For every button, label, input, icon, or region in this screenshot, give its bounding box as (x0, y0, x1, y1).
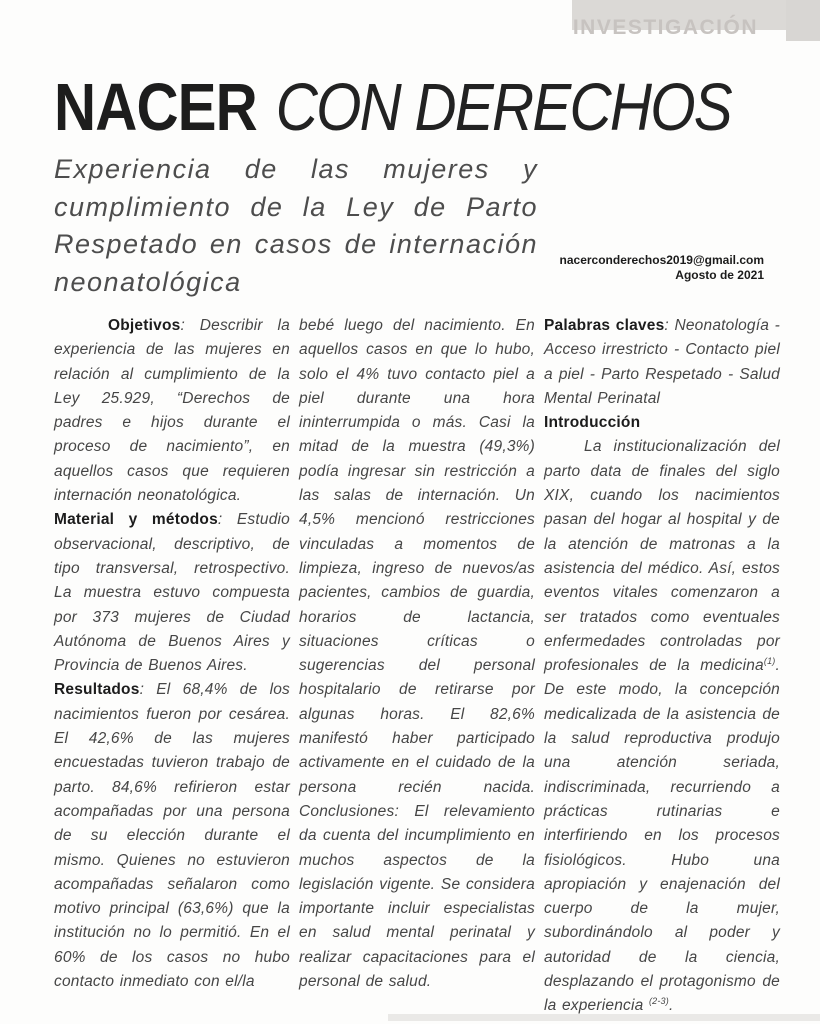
metodos-text: : Estudio observacional, descriptivo, de tipo transversal, retrospectivo. La muestra estuvo compuesta por 373 mujeres de Ciudad Autónoma de Buenos Aires y Provincia de Buenos Aires. (54, 511, 290, 675)
contact-block (560, 253, 764, 283)
article-body (54, 314, 780, 1019)
article-subtitle (54, 151, 538, 301)
intro-text-2: . De este modo, la concepción medicalizada de la asistencia de la salud reproductiva produjo una atención seriada, indiscriminada, recurriendo a prácticas rutinarias e interfiriendo en los procesos fisiológicos. Hubo una apropiación y enajenación del cuerpo de la mujer, subordinándolo al poder y autoridad de la ciencia, desplazando el protagonismo de la experiencia (544, 657, 780, 1015)
keywords-label: Palabras claves (544, 317, 665, 334)
resultados-paragraph (54, 678, 290, 994)
citation-ref-1: (1) (763, 656, 776, 666)
objetivos-label: Objetivos (108, 317, 181, 334)
metodos-label: Material y métodos (54, 511, 218, 529)
publication-date: Agosto de 2021 (675, 268, 764, 282)
keywords-paragraph (544, 314, 780, 411)
resultados-text: : El 68,4% de los nacimientos fueron por cesárea. El 42,6% de las mujeres encuestadas tuvieron trabajo de parto. 84,6% refirieron estar acompañadas por una persona de su elección durante el mismo. Quienes no estuvieron acompañadas señalaron como motivo principal (63,6%) que la institución no lo permitió. En el 60% de los casos no hubo contacto inmediato con el/la (54, 681, 290, 991)
introduccion-heading: Introducción (544, 414, 641, 432)
article-title (54, 70, 731, 145)
section-banner (572, 0, 820, 39)
column-1 (54, 314, 290, 1019)
intro-text-3: . (668, 997, 674, 1015)
subtitle-line: Respetado en casos de internación (54, 229, 538, 259)
intro-paragraph (544, 435, 780, 1018)
column-2 (299, 314, 535, 1019)
subtitle-line: cumplimiento de la Ley de Parto (54, 191, 538, 222)
column-3 (544, 314, 780, 1019)
metodos-paragraph (54, 508, 290, 678)
section-label: INVESTIGACIÓN (572, 16, 758, 39)
subtitle-line: Experiencia de las mujeres y (54, 154, 538, 184)
contact-email: nacerconderechos2019@gmail.com (559, 253, 764, 267)
objetivos-paragraph (54, 314, 290, 508)
title-italic: CON DERECHOS (275, 70, 731, 145)
intro-text-1: La institucionalización del parto data de finales del siglo XIX, cuando los nacimientos pasan del hogar al hospital y de la atención de matronas a la asistencia del médico. Así, estos eventos vitales comenzaron a ser tratados como eventuales enfermedades controladas por profesionales de la medicina (544, 438, 780, 675)
keywords-text: : Neonatología - Acceso irrestricto - Contacto piel a piel - Parto Respetado - Salud Mental Perinatal (544, 317, 781, 407)
subtitle-line: neonatológica (54, 266, 242, 297)
title-main: NACER (54, 70, 257, 145)
scan-edge-artifact (388, 1014, 820, 1021)
resultados-label: Resultados (54, 681, 140, 699)
objetivos-text: : Describir la experiencia de las mujeres en relación al cumplimiento de la Ley 25.929, “Derechos de padres e hijos durante el proceso de nacimiento”, en aquellos casos que requieren internación neonatológica. (54, 317, 290, 505)
page-edge-artifact (786, 0, 820, 41)
citation-ref-2: (2-3) (648, 996, 669, 1007)
abstract-continuation: bebé luego del nacimiento. En aquellos casos en que lo hubo, solo el 4% tuvo contacto piel a piel durante una hora ininterrumpida o más. Casi la mitad de la muestra (49,3%) podía ingresar sin restricción a las salas de internación. Un 4,5% mencionó restricciones vinculadas a momentos de limpieza, ingreso de nuevos/as pacientes, cambios de guardia, horarios de lactancia, situaciones críticas o sugerencias del personal hospitalario de retirarse por algunas horas. El 82,6% manifestó haber participado activamente en el cuidado de la persona recién nacida. Conclusiones: El relevamiento da cuenta del incumplimiento en muchos aspectos de la legislación vigente. Se considera importante incluir especialistas en salud mental perinatal y realizar capacitaciones para el personal de salud. (299, 317, 535, 991)
